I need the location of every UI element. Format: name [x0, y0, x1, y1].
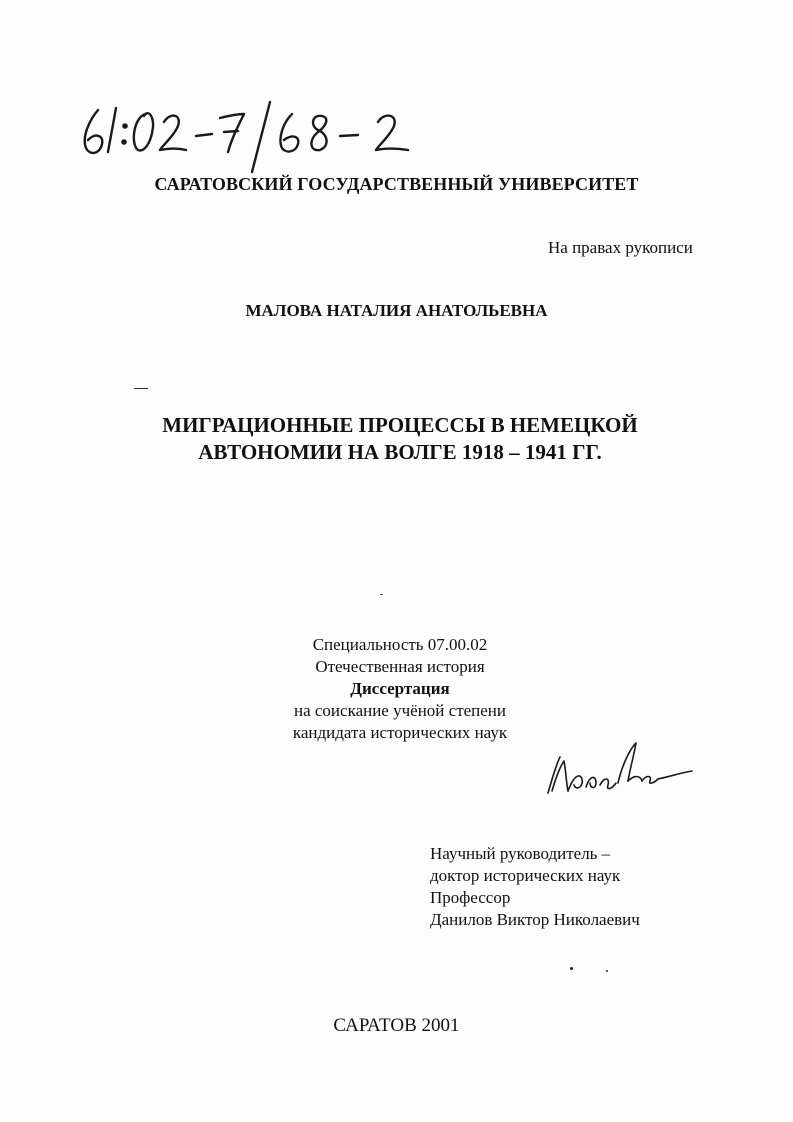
advisor-role: Научный руководитель –: [430, 844, 611, 863]
specialty-block: [250, 634, 550, 744]
title-line-2: АВТОНОМИИ НА ВОЛГЕ 1918 – 1941 ГГ.: [198, 440, 602, 464]
advisor-rank: Профессор: [430, 888, 511, 907]
dissertation-title: [140, 412, 660, 466]
specialty-field: Отечественная история: [315, 657, 485, 676]
degree-line-2: кандидата исторических наук: [292, 723, 508, 742]
scan-speck: [570, 967, 573, 970]
university-name: САРАТОВСКИЙ ГОСУДАРСТВЕННЫЙ УНИВЕРСИТЕТ: [154, 174, 639, 194]
handwritten-catalog-code: [78, 92, 448, 182]
advisor-name: Данилов Виктор Николаевич: [430, 910, 640, 929]
manuscript-rights-note: На правах рукописи: [548, 238, 693, 257]
specialty-code: Специальность 07.00.02: [312, 635, 488, 654]
scientific-advisor-block: [430, 843, 640, 931]
author-signature: [538, 735, 698, 805]
work-type: Диссертация: [350, 679, 450, 698]
city-and-year: САРАТОВ 2001: [333, 1015, 460, 1036]
degree-line-1: на соискание учёной степени: [293, 701, 507, 720]
scan-speck: [380, 594, 383, 595]
title-line-1: МИГРАЦИОННЫЕ ПРОЦЕССЫ В НЕМЕЦКОЙ: [162, 413, 638, 437]
stray-mark: [134, 388, 148, 389]
author-name: МАЛОВА НАТАЛИЯ АНАТОЛЬЕВНА: [245, 301, 548, 320]
scan-speck: [606, 970, 608, 972]
advisor-degree: доктор исторических наук: [430, 866, 621, 885]
